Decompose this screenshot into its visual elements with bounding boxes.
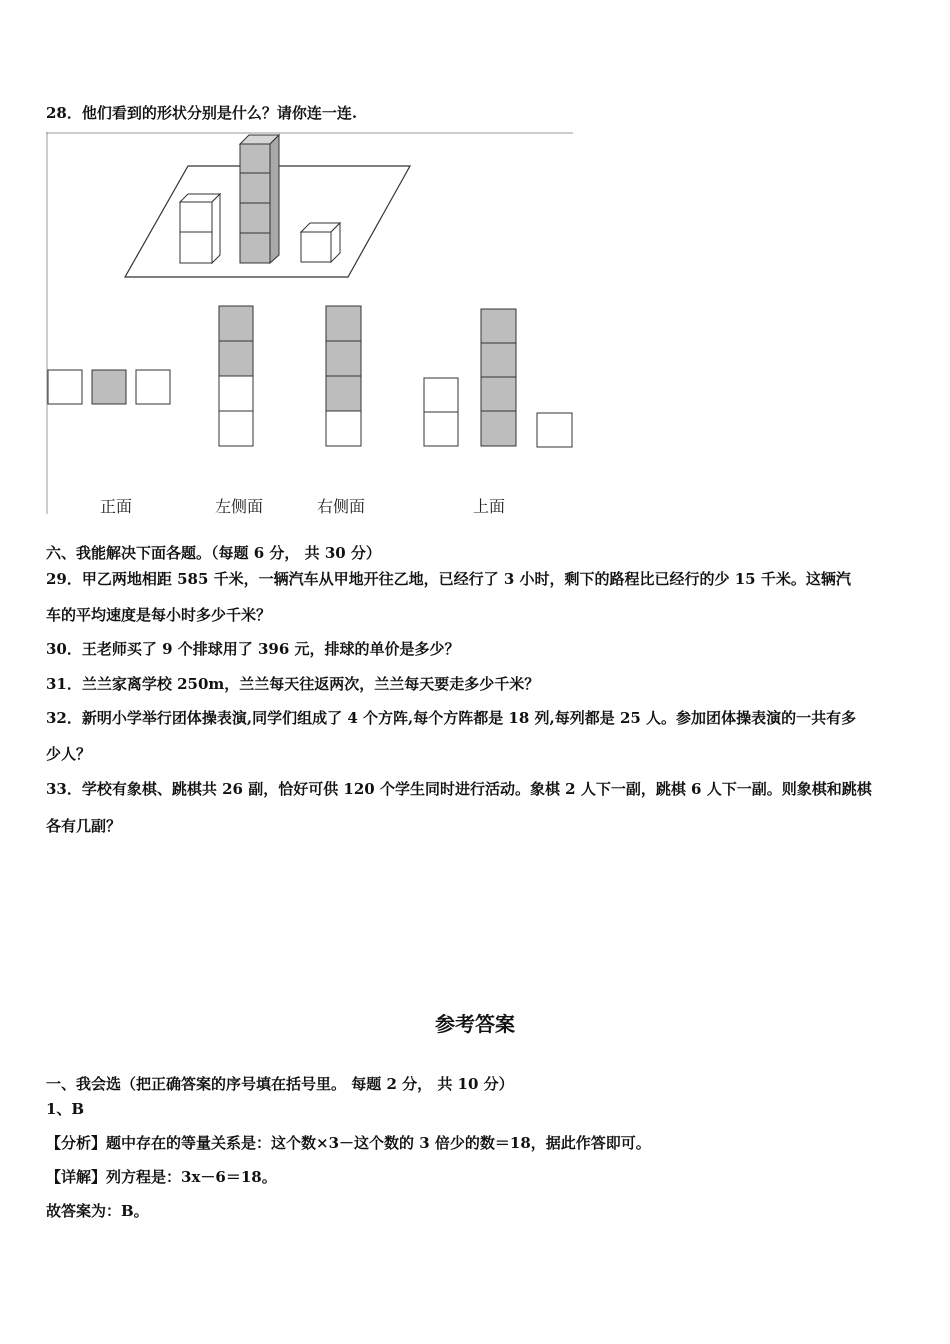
- question-30: 30．王老师买了 9 个排球用了 396 元，排球的单价是多少？: [46, 640, 460, 658]
- question-32-line1: 32．新明小学举行团体操表演,同学们组成了 4 个方阵,每个方阵都是 18 列,每列都是 25 人。参加团体操表演的一共有多: [46, 709, 857, 727]
- answer-1: 1、B: [46, 1100, 85, 1118]
- view-left-side: [219, 306, 253, 446]
- question-32-line2: 少人？: [46, 745, 92, 763]
- answer-1-detail: 【详解】列方程是：3x－6＝18。: [46, 1168, 277, 1186]
- question-31: 31．兰兰家离学校 250m，兰兰每天往返两次，兰兰每天要走多少千米？: [46, 675, 540, 693]
- question-29-line2: 车的平均速度是每小时多少千米？: [46, 606, 272, 624]
- question-29-line1: 29．甲乙两地相距 585 千米，一辆汽车从甲地开往乙地，已经行了 3 小时，剩下的路程比已经行的少 15 千米。这辆汽: [46, 570, 851, 588]
- answers-section-1-heading: 一、我会选（把正确答案的序号填在括号里。 每题 2 分， 共 10 分）: [46, 1075, 514, 1093]
- left-cube-stack: [180, 194, 220, 263]
- right-single-cube: [301, 223, 340, 262]
- view-front: [48, 370, 170, 404]
- question-33-line1: 33．学校有象棋、跳棋共 26 副，恰好可供 120 个学生同时进行活动。象棋 2 人下一副，跳棋 6 人下一副。则象棋和跳棋: [46, 780, 872, 798]
- answer-1-analysis: 【分析】题中存在的等量关系是：这个数×3－这个数的 3 倍少的数＝18，据此作答即可。: [46, 1134, 651, 1152]
- label-top: 上面: [473, 497, 506, 516]
- cube-views-figure: [46, 132, 576, 522]
- view-top: [424, 309, 572, 447]
- label-left-side: 左侧面: [215, 497, 264, 516]
- section-6-heading: 六、我能解决下面各题。（每题 6 分， 共 30 分）: [46, 544, 381, 562]
- question-28: 28．他们看到的形状分别是什么？请你连一连.: [46, 104, 358, 122]
- view-right-side: [326, 306, 361, 446]
- center-cube-stack: [240, 135, 279, 263]
- answer-1-conclusion: 故答案为：B。: [46, 1202, 149, 1220]
- answers-title: 参考答案: [435, 1012, 515, 1036]
- label-front: 正面: [100, 497, 133, 516]
- label-right-side: 右侧面: [317, 497, 366, 516]
- question-33-line2: 各有几副？: [46, 817, 122, 835]
